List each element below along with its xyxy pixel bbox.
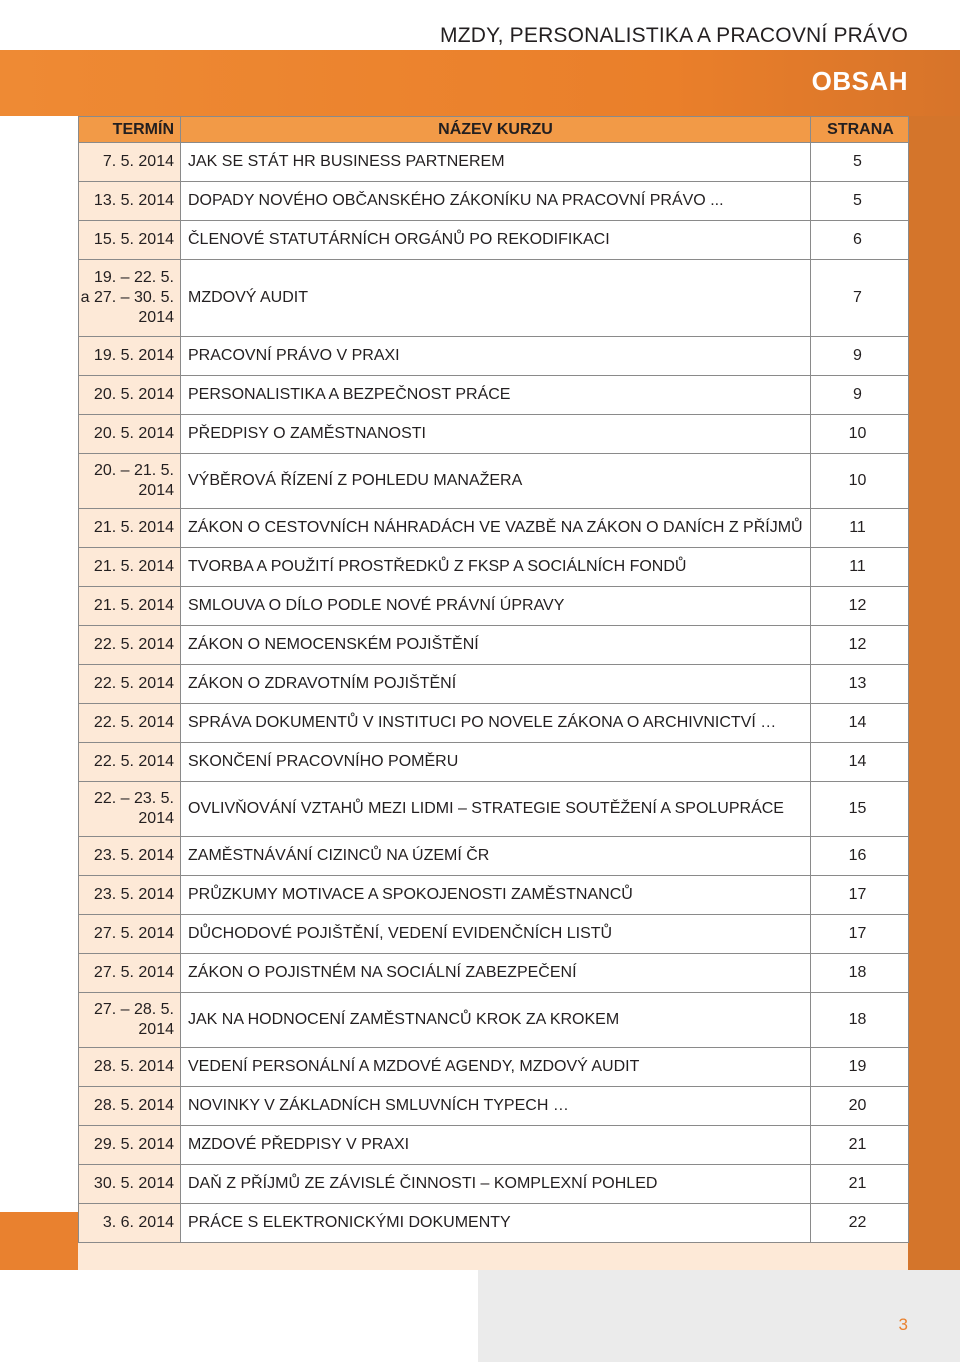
toc-row-term-line: a 27. – 30. 5. (80, 289, 174, 306)
toc-row-page: 11 (811, 548, 909, 587)
toc-row-course-name: PRACOVNÍ PRÁVO V PRAXI (181, 337, 811, 376)
toc-row-course-name: MZDOVÝ AUDIT (181, 260, 811, 337)
toc-row (79, 376, 909, 415)
toc-row (79, 954, 909, 993)
toc-row (79, 837, 909, 876)
toc-row-page: 9 (811, 337, 909, 376)
toc-row-term: 22. 5. 2014 (79, 704, 181, 743)
toc-table (78, 116, 909, 1243)
decorative-right-strip (908, 116, 960, 1271)
toc-row-page: 7 (811, 260, 909, 337)
toc-row-course-name: DOPADY NOVÉHO OBČANSKÉHO ZÁKONÍKU NA PRACOVNÍ PRÁVO ... (181, 182, 811, 221)
toc-row-term: 13. 5. 2014 (79, 182, 181, 221)
toc-row-term-line: 20. – 21. 5. (93, 462, 174, 479)
toc-row (79, 876, 909, 915)
toc-row-term: 22. 5. 2014 (79, 743, 181, 782)
toc-row-course-name: PŘEDPISY O ZAMĚSTNANOSTI (181, 415, 811, 454)
toc-row-course-name: ČLENOVÉ STATUTÁRNÍCH ORGÁNŮ PO REKODIFIKACI (181, 221, 811, 260)
toc-row-course-name: MZDOVÉ PŘEDPISY V PRAXI (181, 1126, 811, 1165)
toc-row-course-name: ZÁKON O ZDRAVOTNÍM POJIŠTĚNÍ (181, 665, 811, 704)
toc-row-page: 20 (811, 1087, 909, 1126)
toc-row-page: 10 (811, 415, 909, 454)
toc-row-term: 23. 5. 2014 (79, 876, 181, 915)
toc-row-page: 17 (811, 915, 909, 954)
toc-row-page: 22 (811, 1204, 909, 1243)
toc-row-page: 15 (811, 782, 909, 837)
toc-row-course-name: JAK SE STÁT HR BUSINESS PARTNEREM (181, 143, 811, 182)
toc-row-term: 28. 5. 2014 (79, 1087, 181, 1126)
toc-row (79, 587, 909, 626)
toc-row (79, 260, 909, 337)
toc-row-term: 20. 5. 2014 (79, 415, 181, 454)
toc-row-term: 3. 6. 2014 (79, 1204, 181, 1243)
toc-row (79, 415, 909, 454)
decorative-bottom-gray-panel (478, 1270, 960, 1362)
toc-body (79, 143, 909, 1243)
toc-row-term: 23. 5. 2014 (79, 837, 181, 876)
toc-row (79, 509, 909, 548)
toc-row-course-name: ZAMĚSTNÁVÁNÍ CIZINCŮ NA ÚZEMÍ ČR (181, 837, 811, 876)
toc-row (79, 1165, 909, 1204)
toc-row-course-name: PRÁCE S ELEKTRONICKÝMI DOKUMENTY (181, 1204, 811, 1243)
toc-row (79, 337, 909, 376)
toc-row-term: 22. 5. 2014 (79, 665, 181, 704)
toc-row-term: 15. 5. 2014 (79, 221, 181, 260)
toc-row-term: 27. 5. 2014 (79, 954, 181, 993)
toc-row (79, 704, 909, 743)
toc-row-page: 21 (811, 1126, 909, 1165)
toc-row-page: 12 (811, 587, 909, 626)
toc-row-course-name: ZÁKON O NEMOCENSKÉM POJIŠTĚNÍ (181, 626, 811, 665)
toc-row-term-line: 22. – 23. 5. (93, 790, 174, 807)
toc-row (79, 548, 909, 587)
toc-row (79, 993, 909, 1048)
toc-row-term-line: 2014 (138, 1021, 174, 1038)
toc-row-page: 14 (811, 743, 909, 782)
toc-row-page: 18 (811, 954, 909, 993)
toc-row-page: 6 (811, 221, 909, 260)
toc-row-course-name: ZÁKON O POJISTNÉM NA SOCIÁLNÍ ZABEZPEČENÍ (181, 954, 811, 993)
toc-row-page: 5 (811, 182, 909, 221)
toc-row-course-name: NOVINKY V ZÁKLADNÍCH SMLUVNÍCH TYPECH … (181, 1087, 811, 1126)
toc-row-course-name: ZÁKON O CESTOVNÍCH NÁHRADÁCH VE VAZBĚ NA ZÁKON O DANÍCH Z PŘÍJMŮ (181, 509, 811, 548)
toc-row-page: 11 (811, 509, 909, 548)
toc-row-page: 14 (811, 704, 909, 743)
toc-row-course-name: VEDENÍ PERSONÁLNÍ A MZDOVÉ AGENDY, MZDOVÝ AUDIT (181, 1048, 811, 1087)
toc-row-course-name: OVLIVŇOVÁNÍ VZTAHŮ MEZI LIDMI – STRATEGIE SOUTĚŽENÍ A SPOLUPRÁCE (181, 782, 811, 837)
toc-row (79, 915, 909, 954)
toc-row (79, 454, 909, 509)
toc-row (79, 221, 909, 260)
toc-row-course-name: DAŇ Z PŘÍJMŮ ZE ZÁVISLÉ ČINNOSTI – KOMPLEXNÍ POHLED (181, 1165, 811, 1204)
toc-row (79, 1126, 909, 1165)
toc-row-term: 20. 5. 2014 (79, 376, 181, 415)
toc-row (79, 143, 909, 182)
toc-row-term: 28. 5. 2014 (79, 1048, 181, 1087)
toc-row-page: 13 (811, 665, 909, 704)
column-header-term: TERMÍN (79, 117, 181, 143)
toc-row-term-line: 2014 (138, 810, 174, 827)
toc-row-term-line: 27. – 28. 5. (93, 1001, 174, 1018)
toc-row-page: 12 (811, 626, 909, 665)
toc-row (79, 1087, 909, 1126)
table-of-contents (78, 116, 908, 1270)
toc-row-page: 10 (811, 454, 909, 509)
toc-row-page: 17 (811, 876, 909, 915)
toc-row-course-name: SMLOUVA O DÍLO PODLE NOVÉ PRÁVNÍ ÚPRAVY (181, 587, 811, 626)
toc-row-term: 21. 5. 2014 (79, 587, 181, 626)
toc-row-course-name: PERSONALISTIKA A BEZPEČNOST PRÁCE (181, 376, 811, 415)
toc-row (79, 1048, 909, 1087)
toc-row-term: 21. 5. 2014 (79, 548, 181, 587)
toc-row-page: 21 (811, 1165, 909, 1204)
toc-row (79, 626, 909, 665)
toc-row-course-name: SPRÁVA DOKUMENTŮ V INSTITUCI PO NOVELE ZÁKONA O ARCHIVNICTVÍ … (181, 704, 811, 743)
toc-row (79, 665, 909, 704)
toc-row-term: 22. 5. 2014 (79, 626, 181, 665)
toc-row-page: 16 (811, 837, 909, 876)
toc-row-page: 9 (811, 376, 909, 415)
toc-row-course-name: JAK NA HODNOCENÍ ZAMĚSTNANCŮ KROK ZA KROKEM (181, 993, 811, 1048)
toc-row (79, 182, 909, 221)
page-number: 3 (898, 1315, 908, 1334)
toc-row (79, 1204, 909, 1243)
toc-row-term: 19. 5. 2014 (79, 337, 181, 376)
column-header-page: STRANA (811, 117, 909, 143)
toc-row-term-line: 2014 (138, 482, 174, 499)
toc-row-term (79, 454, 181, 509)
toc-row-course-name: PRŮZKUMY MOTIVACE A SPOKOJENOSTI ZAMĚSTNANCŮ (181, 876, 811, 915)
toc-row (79, 782, 909, 837)
toc-row-term: 30. 5. 2014 (79, 1165, 181, 1204)
toc-row-course-name: DŮCHODOVÉ POJIŠTĚNÍ, VEDENÍ EVIDENČNÍCH LISTŮ (181, 915, 811, 954)
toc-header-row (79, 117, 909, 143)
section-title: OBSAH (811, 66, 908, 96)
column-header-course-name: NÁZEV KURZU (181, 117, 811, 143)
toc-row-term-line: 2014 (138, 309, 174, 326)
toc-row (79, 743, 909, 782)
toc-row-term-line: 19. – 22. 5. (93, 269, 174, 286)
publication-title: MZDY, PERSONALISTIKA A PRACOVNÍ PRÁVO (440, 24, 908, 47)
toc-row-term (79, 993, 181, 1048)
toc-row-term (79, 782, 181, 837)
toc-row-course-name: SKONČENÍ PRACOVNÍHO POMĚRU (181, 743, 811, 782)
toc-row-course-name: VÝBĚROVÁ ŘÍZENÍ Z POHLEDU MANAŽERA (181, 454, 811, 509)
toc-row-page: 5 (811, 143, 909, 182)
toc-row-course-name: TVORBA A POUŽITÍ PROSTŘEDKŮ Z FKSP A SOCIÁLNÍCH FONDŮ (181, 548, 811, 587)
toc-row-term: 27. 5. 2014 (79, 915, 181, 954)
toc-row-term: 21. 5. 2014 (79, 509, 181, 548)
toc-row-page: 18 (811, 993, 909, 1048)
toc-row-term: 7. 5. 2014 (79, 143, 181, 182)
toc-row-page: 19 (811, 1048, 909, 1087)
toc-row-term (79, 260, 181, 337)
decorative-bottom-left-strip (0, 1212, 78, 1270)
toc-row-term: 29. 5. 2014 (79, 1126, 181, 1165)
